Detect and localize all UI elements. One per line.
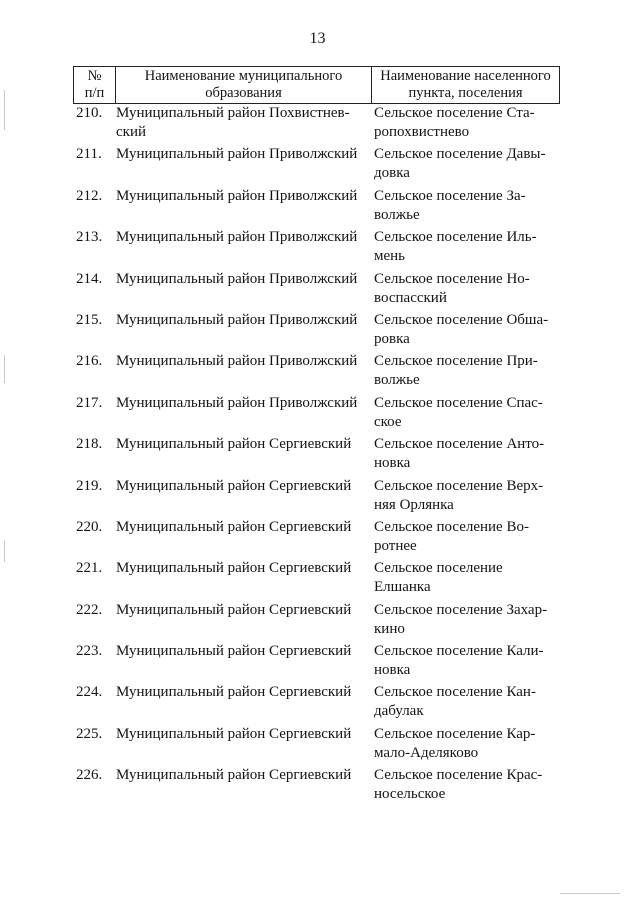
scan-mark — [4, 90, 5, 130]
settlement-name: Сельское поселение Давы- довка — [374, 146, 546, 182]
settlement-name: Сельское поселение При- волжье — [374, 353, 538, 389]
row-number: 219. — [76, 477, 103, 494]
table-row — [0, 394, 635, 435]
municipality-name: Муниципальный район Приволжский — [116, 311, 358, 328]
municipality-name: Муниципальный район Сергиевский — [116, 477, 352, 494]
table-row — [0, 145, 635, 186]
settlement-name: Сельское поселение Кан- дабулак — [374, 684, 536, 720]
table-body — [0, 104, 635, 808]
settlement-name: Сельское поселение Ста- ропохвистнево — [374, 105, 535, 140]
municipality-name: Муниципальный район Похвистнев- ский — [116, 105, 350, 140]
municipality-name: Муниципальный район Сергиевский — [116, 436, 352, 453]
municipality-name: Муниципальный район Сергиевский — [116, 767, 352, 784]
header-municipality-column: Наименование муниципального образования — [116, 67, 372, 104]
row-number: 222. — [76, 601, 103, 618]
municipality-name: Муниципальный район Приволжский — [116, 353, 358, 370]
settlement-name: Сельское поселение Кар- мало-Аделяково — [374, 725, 536, 761]
scan-mark — [560, 893, 620, 894]
row-number: 220. — [76, 518, 103, 535]
row-number: 215. — [76, 311, 103, 328]
scan-mark — [4, 540, 5, 562]
settlement-name: Сельское поселение Спас- ское — [374, 394, 543, 430]
table-row — [0, 104, 635, 145]
row-number: 226. — [76, 767, 103, 784]
table-row — [0, 766, 635, 807]
settlement-name: Сельское поселение За- волжье — [374, 187, 526, 223]
row-number: 221. — [76, 560, 103, 577]
settlement-name: Сельское поселение Елшанка — [374, 560, 503, 596]
row-number: 211. — [76, 146, 102, 163]
municipality-name: Муниципальный район Приволжский — [116, 146, 358, 163]
row-number: 212. — [76, 187, 103, 204]
row-number: 217. — [76, 394, 103, 411]
municipality-name: Муниципальный район Приволжский — [116, 270, 358, 287]
settlement-name: Сельское поселение Обша- ровка — [374, 311, 549, 347]
page-number: 13 — [309, 30, 326, 47]
table-row — [0, 601, 635, 642]
table-header — [73, 66, 560, 104]
table-row — [0, 435, 635, 476]
settlement-name: Сельское поселение Иль- мень — [374, 229, 537, 265]
table-row — [0, 683, 635, 724]
row-number: 223. — [76, 643, 103, 660]
table-row — [0, 228, 635, 269]
table-row — [0, 187, 635, 228]
municipality-name: Муниципальный район Сергиевский — [116, 601, 352, 618]
table-row — [0, 725, 635, 766]
municipality-name: Муниципальный район Сергиевский — [116, 560, 352, 577]
row-number: 216. — [76, 353, 103, 370]
settlement-name: Сельское поселение Верх- няя Орлянка — [374, 477, 544, 513]
settlement-name: Сельское поселение Но- воспасский — [374, 270, 530, 306]
table-row — [0, 270, 635, 311]
settlement-name: Сельское поселение Захар- кино — [374, 601, 548, 637]
row-number: 210. — [76, 105, 103, 121]
table-row — [0, 477, 635, 518]
table-row — [0, 311, 635, 352]
row-number: 218. — [76, 436, 103, 453]
municipality-name: Муниципальный район Приволжский — [116, 187, 358, 204]
table-row — [0, 518, 635, 559]
header-number-column: № п/п — [74, 67, 116, 104]
municipality-name: Муниципальный район Сергиевский — [116, 684, 352, 701]
settlement-name: Сельское поселение Анто- новка — [374, 436, 545, 472]
table-row — [0, 352, 635, 393]
row-number: 214. — [76, 270, 103, 287]
table-row — [0, 559, 635, 600]
row-number: 213. — [76, 229, 103, 246]
row-number: 224. — [76, 684, 103, 701]
settlement-name: Сельское поселение Во- ротнее — [374, 518, 529, 554]
settlement-name: Сельское поселение Кали- новка — [374, 643, 544, 679]
municipality-name: Муниципальный район Приволжский — [116, 229, 358, 246]
settlement-name: Сельское поселение Крас- носельское — [374, 767, 543, 803]
header-settlement-column: Наименование населенного пункта, поселения — [372, 67, 560, 104]
municipality-name: Муниципальный район Сергиевский — [116, 725, 352, 742]
scan-mark — [4, 355, 5, 383]
municipality-name: Муниципальный район Приволжский — [116, 394, 358, 411]
row-number: 225. — [76, 725, 103, 742]
municipality-name: Муниципальный район Сергиевский — [116, 643, 352, 660]
municipality-name: Муниципальный район Сергиевский — [116, 518, 352, 535]
table-row — [0, 642, 635, 683]
